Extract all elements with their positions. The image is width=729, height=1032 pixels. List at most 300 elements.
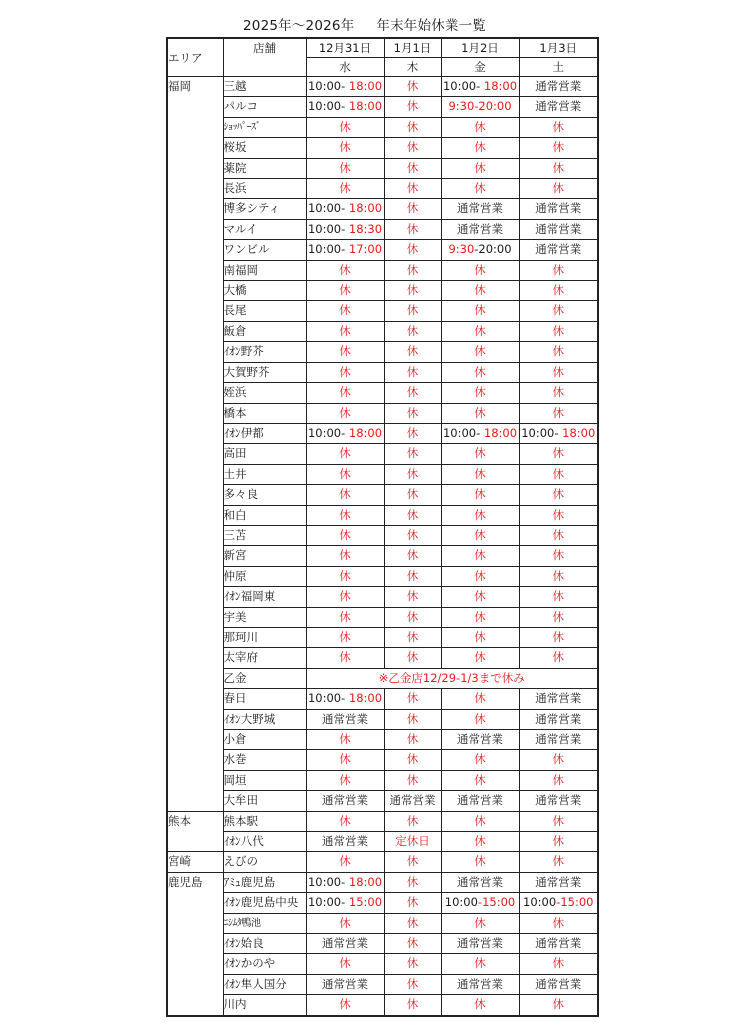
hours-highlight-text: 休 xyxy=(406,609,419,624)
hours-highlight-text: 休 xyxy=(552,527,564,542)
hours-cell xyxy=(384,730,441,750)
hours-cell xyxy=(306,811,384,831)
table-row xyxy=(167,648,598,668)
store-name-cell: 博多シティ xyxy=(223,199,306,219)
hours-cell xyxy=(441,852,519,872)
hours-cell xyxy=(441,770,519,790)
hours-highlight-text: 休 xyxy=(406,79,419,93)
hours-cell xyxy=(384,811,441,831)
hours-cell xyxy=(306,832,384,852)
hours-cell xyxy=(441,893,519,913)
hours-cell xyxy=(441,383,519,403)
hours-highlight-text: 18:00 xyxy=(345,99,383,114)
hours-cell xyxy=(441,546,519,566)
hours-highlight-text: 休 xyxy=(406,119,419,134)
hours-text: 通常営業 xyxy=(389,793,436,808)
hours-cell xyxy=(519,301,598,321)
hours-highlight-text: 休 xyxy=(474,385,486,400)
hours-cell xyxy=(441,138,519,158)
hours-cell xyxy=(384,607,441,627)
hours-highlight-text: 休 xyxy=(406,507,419,522)
hours-text: 通常営業 xyxy=(457,201,503,216)
table-row xyxy=(167,485,598,505)
hours-cell xyxy=(384,954,441,974)
hours-text: 通常営業 xyxy=(457,976,503,991)
hours-highlight-text: 休 xyxy=(406,181,419,196)
store-name-cell: ｲｵﾝ隼人国分 xyxy=(223,974,306,994)
hours-highlight-text: 休 xyxy=(474,507,486,522)
hours-cell xyxy=(441,832,519,852)
hours-highlight-text: 18:00 xyxy=(345,201,383,216)
table-row xyxy=(167,709,598,729)
store-name-cell: 多々良 xyxy=(223,485,306,505)
hours-highlight-text: 休 xyxy=(552,364,564,379)
table-row xyxy=(167,974,598,994)
hours-highlight-text: 休 xyxy=(552,834,564,849)
hours-cell xyxy=(519,240,598,260)
hours-highlight-text: 休 xyxy=(552,487,564,502)
hours-cell xyxy=(519,464,598,484)
hours-cell xyxy=(384,138,441,158)
hours-highlight-text: 休 xyxy=(406,956,419,971)
hours-highlight-text: 休 xyxy=(474,364,486,379)
hours-highlight-text: 休 xyxy=(474,629,486,644)
hours-cell xyxy=(519,811,598,831)
hours-highlight-text: 休 xyxy=(552,344,564,359)
hours-cell xyxy=(519,444,598,464)
hours-cell xyxy=(441,730,519,750)
hours-cell xyxy=(384,525,441,545)
hours-cell xyxy=(441,587,519,607)
hours-cell xyxy=(384,770,441,790)
hours-cell xyxy=(519,974,598,994)
hours-highlight-text: 休 xyxy=(406,201,419,216)
hours-cell xyxy=(441,179,519,199)
hours-highlight-text: 休 xyxy=(552,385,564,400)
table-row xyxy=(167,995,598,1016)
hours-cell xyxy=(441,872,519,892)
header-date: 1月3日 xyxy=(519,38,598,58)
area-cell: 熊本 xyxy=(167,811,223,852)
table-row xyxy=(167,158,598,178)
hours-cell xyxy=(384,158,441,178)
table-row xyxy=(167,668,598,688)
hours-text: 通常営業 xyxy=(535,976,582,991)
hours-text: 通常営業 xyxy=(535,221,582,236)
store-name-cell: 新宮 xyxy=(223,546,306,566)
hours-cell xyxy=(384,709,441,729)
hours-cell xyxy=(384,97,441,117)
page-title xyxy=(0,14,729,34)
table-row xyxy=(167,627,598,647)
hours-highlight-text: 休 xyxy=(474,119,486,134)
hours-highlight-text: 18:00 xyxy=(345,691,383,706)
table-row xyxy=(167,607,598,627)
hours-highlight-text: 休 xyxy=(339,262,351,277)
store-name-cell: えびの xyxy=(223,852,306,872)
hours-cell xyxy=(384,321,441,341)
hours-highlight-text: 休 xyxy=(406,344,419,359)
hours-highlight-text: 休 xyxy=(474,181,486,196)
table-row xyxy=(167,954,598,974)
hours-cell xyxy=(441,403,519,423)
hours-cell xyxy=(306,485,384,505)
hours-highlight-text: 休 xyxy=(406,629,419,644)
table-row xyxy=(167,505,598,525)
hours-cell xyxy=(519,138,598,158)
hours-highlight-text: 休 xyxy=(474,711,486,726)
hours-highlight-text: 休 xyxy=(406,772,419,787)
store-name-cell: 太宰府 xyxy=(223,648,306,668)
store-name-cell: 熊本駅 xyxy=(223,811,306,831)
hours-cell xyxy=(441,240,519,260)
hours-cell xyxy=(441,505,519,525)
hours-highlight-text: 休 xyxy=(339,385,351,400)
hours-cell xyxy=(384,995,441,1016)
hours-cell xyxy=(441,464,519,484)
hours-highlight-text: 休 xyxy=(406,711,419,726)
hours-highlight-text: 休 xyxy=(406,568,419,583)
hours-cell xyxy=(384,546,441,566)
hours-text: 10:00- xyxy=(307,79,346,93)
header-weekday: 木 xyxy=(384,58,441,77)
hours-cell xyxy=(306,995,384,1016)
hours-highlight-text: 休 xyxy=(339,446,351,461)
hours-cell xyxy=(519,342,598,362)
hours-highlight-text: 休 xyxy=(406,221,419,236)
hours-cell xyxy=(306,934,384,954)
hours-highlight-text: 休 xyxy=(339,915,351,930)
hours-text: 10:00 xyxy=(444,895,478,910)
hours-highlight-text: 休 xyxy=(406,527,419,542)
hours-highlight-text: 休 xyxy=(339,854,351,869)
hours-highlight-text: 休 xyxy=(552,405,564,420)
hours-cell xyxy=(519,199,598,219)
hours-highlight-text: 休 xyxy=(406,446,419,461)
hours-highlight-text: 休 xyxy=(474,323,486,338)
hours-cell xyxy=(384,974,441,994)
hours-text: 通常営業 xyxy=(535,99,582,114)
hours-text: 通常営業 xyxy=(535,691,582,706)
hours-highlight-text: -15:00 xyxy=(556,895,594,910)
hours-highlight-text: 休 xyxy=(474,997,486,1012)
hours-text: 通常営業 xyxy=(457,221,503,236)
hours-highlight-text: 休 xyxy=(474,527,486,542)
hours-cell xyxy=(384,403,441,423)
hours-cell xyxy=(384,485,441,505)
hours-highlight-text: 休 xyxy=(552,140,564,155)
hours-cell xyxy=(306,954,384,974)
hours-highlight-text: 休 xyxy=(339,568,351,583)
store-name-cell: ｲｵﾝ伊都 xyxy=(223,423,306,443)
hours-highlight-text: 休 xyxy=(474,303,486,318)
hours-cell xyxy=(384,913,441,933)
hours-highlight-text: 休 xyxy=(474,446,486,461)
hours-highlight-text: 休 xyxy=(552,915,564,930)
hours-cell xyxy=(519,954,598,974)
hours-cell xyxy=(519,607,598,627)
hours-text: 10:00- xyxy=(521,425,559,440)
hours-highlight-text: 休 xyxy=(474,752,486,767)
hours-cell xyxy=(441,485,519,505)
hours-text: 通常営業 xyxy=(535,732,582,746)
hours-cell xyxy=(306,281,384,301)
hours-cell xyxy=(384,587,441,607)
hours-cell xyxy=(441,117,519,137)
hours-cell xyxy=(306,587,384,607)
hours-highlight-text: 休 xyxy=(339,772,351,787)
hours-highlight-text: 休 xyxy=(552,303,564,318)
hours-highlight-text: 休 xyxy=(339,364,351,379)
hours-cell xyxy=(306,852,384,872)
hours-cell xyxy=(441,974,519,994)
table-row xyxy=(167,566,598,586)
hours-cell xyxy=(519,872,598,892)
hours-highlight-text: 18:00 xyxy=(480,79,518,93)
hours-cell xyxy=(441,791,519,811)
store-name-cell: ﾆｼﾑﾀ鴨池 xyxy=(223,913,306,933)
hours-highlight-text: 休 xyxy=(474,160,486,175)
store-name-cell: ｲｵﾝ大野城 xyxy=(223,709,306,729)
table-row xyxy=(167,77,598,97)
hours-cell xyxy=(519,709,598,729)
hours-cell xyxy=(384,627,441,647)
hours-cell xyxy=(441,913,519,933)
store-name-cell: ｲｵﾝかのや xyxy=(223,954,306,974)
hours-highlight-text: 休 xyxy=(406,691,419,706)
hours-highlight-text: 休 xyxy=(339,997,351,1012)
hours-highlight-text: 休 xyxy=(339,650,351,665)
hours-text: 通常営業 xyxy=(457,793,503,808)
hours-cell xyxy=(519,546,598,566)
hours-highlight-text: 休 xyxy=(339,160,351,175)
header-weekday: 金 xyxy=(441,58,519,77)
hours-cell xyxy=(306,689,384,709)
hours-cell xyxy=(441,301,519,321)
hours-cell xyxy=(441,607,519,627)
hours-highlight-text: 休 xyxy=(474,650,486,665)
hours-cell xyxy=(384,240,441,260)
header-weekday: 水 xyxy=(306,58,384,77)
store-name-cell: 桜坂 xyxy=(223,138,306,158)
hours-cell xyxy=(519,566,598,586)
area-cell: 宮崎 xyxy=(167,852,223,872)
hours-highlight-text: 休 xyxy=(406,976,419,991)
hours-cell xyxy=(519,832,598,852)
hours-cell xyxy=(306,97,384,117)
store-name-cell: 長浜 xyxy=(223,179,306,199)
hours-highlight-text: 休 xyxy=(552,956,564,971)
hours-highlight-text: 休 xyxy=(339,813,351,828)
hours-cell xyxy=(384,689,441,709)
table-header xyxy=(167,38,598,77)
hours-cell xyxy=(384,648,441,668)
hours-cell xyxy=(384,77,441,97)
hours-text: 通常営業 xyxy=(457,936,503,951)
hours-cell xyxy=(306,260,384,280)
hours-highlight-text: 休 xyxy=(406,997,419,1012)
hours-cell xyxy=(441,77,519,97)
hours-cell xyxy=(384,117,441,137)
hours-cell xyxy=(306,179,384,199)
hours-cell xyxy=(519,730,598,750)
hours-cell xyxy=(384,179,441,199)
hours-cell xyxy=(519,770,598,790)
hours-cell xyxy=(384,505,441,525)
hours-cell xyxy=(384,872,441,892)
hours-cell xyxy=(384,219,441,239)
hours-cell xyxy=(441,362,519,382)
hours-highlight-text: 休 xyxy=(474,589,486,604)
hours-cell xyxy=(441,750,519,770)
hours-text: 10:00 xyxy=(523,895,557,910)
hours-highlight-text: 休 xyxy=(474,772,486,787)
hours-highlight-text: 休 xyxy=(552,772,564,787)
table-row xyxy=(167,383,598,403)
table-row xyxy=(167,750,598,770)
hours-cell xyxy=(519,648,598,668)
hours-highlight-text: 休 xyxy=(339,283,351,298)
hours-cell xyxy=(384,383,441,403)
header-store: 店舗 xyxy=(223,38,306,77)
hours-cell xyxy=(384,566,441,586)
hours-highlight-text: 18:00 xyxy=(345,79,383,93)
hours-highlight-text: 休 xyxy=(406,874,419,889)
hours-cell xyxy=(384,260,441,280)
hours-text: 通常営業 xyxy=(535,793,582,808)
hours-highlight-text: 休 xyxy=(406,140,419,155)
hours-text: 10:00- xyxy=(307,242,346,257)
store-name-cell: 橋本 xyxy=(223,403,306,423)
hours-highlight-text: 定休日 xyxy=(395,834,430,849)
store-name-cell: 和白 xyxy=(223,505,306,525)
hours-cell xyxy=(519,321,598,341)
hours-cell xyxy=(306,158,384,178)
table-row xyxy=(167,342,598,362)
closure-note-cell: ※乙金店12/29-1/3まで休み xyxy=(306,668,598,688)
hours-highlight-text: 休 xyxy=(406,895,419,910)
table-row xyxy=(167,321,598,341)
hours-highlight-text: 休 xyxy=(552,997,564,1012)
hours-highlight-text: 休 xyxy=(406,283,419,298)
hours-highlight-text: 休 xyxy=(406,752,419,767)
hours-cell xyxy=(306,730,384,750)
hours-highlight-text: 15:00 xyxy=(345,895,383,910)
store-name-cell: 長尾 xyxy=(223,301,306,321)
hours-text: 通常営業 xyxy=(535,711,582,726)
hours-cell xyxy=(519,362,598,382)
hours-highlight-text: 休 xyxy=(552,568,564,583)
hours-text: 通常営業 xyxy=(322,976,368,991)
hours-highlight-text: 休 xyxy=(339,609,351,624)
hours-highlight-text: 休 xyxy=(474,487,486,502)
hours-cell xyxy=(384,444,441,464)
table-row xyxy=(167,97,598,117)
store-name-cell: ｲｵﾝ野芥 xyxy=(223,342,306,362)
hours-cell xyxy=(384,342,441,362)
hours-cell xyxy=(519,505,598,525)
hours-highlight-text: 休 xyxy=(552,609,564,624)
hours-cell xyxy=(519,525,598,545)
hours-highlight-text: 休 xyxy=(339,956,351,971)
store-name-cell: 岡垣 xyxy=(223,770,306,790)
hours-text: 10:00- xyxy=(307,425,346,440)
hours-cell xyxy=(306,648,384,668)
hours-cell xyxy=(306,240,384,260)
hours-cell xyxy=(441,199,519,219)
table-row xyxy=(167,219,598,239)
hours-highlight-text: 休 xyxy=(474,956,486,971)
hours-highlight-text: 休 xyxy=(474,834,486,849)
hours-highlight-text: 18:00 xyxy=(345,425,383,440)
store-name-cell: 小倉 xyxy=(223,730,306,750)
hours-highlight-text: 休 xyxy=(552,589,564,604)
store-name-cell: 仲原 xyxy=(223,566,306,586)
store-name-cell: ｲｵﾝ八代 xyxy=(223,832,306,852)
hours-highlight-text: 休 xyxy=(406,915,419,930)
hours-cell xyxy=(306,893,384,913)
hours-cell xyxy=(519,260,598,280)
store-name-cell: 姪浜 xyxy=(223,383,306,403)
header-row-dates xyxy=(167,38,598,58)
store-name-cell: 南福岡 xyxy=(223,260,306,280)
hours-cell xyxy=(306,627,384,647)
hours-highlight-text: 休 xyxy=(339,548,351,563)
header-date: 1月1日 xyxy=(384,38,441,58)
store-name-cell: パルコ xyxy=(223,97,306,117)
hours-text: 通常営業 xyxy=(322,936,368,951)
table-row xyxy=(167,770,598,790)
hours-cell xyxy=(441,219,519,239)
table-row xyxy=(167,179,598,199)
table-row xyxy=(167,546,598,566)
store-name-cell: 飯倉 xyxy=(223,321,306,341)
table-row xyxy=(167,464,598,484)
hours-cell xyxy=(441,811,519,831)
hours-cell xyxy=(441,97,519,117)
hours-highlight-text: 休 xyxy=(339,405,351,420)
hours-highlight-text: 休 xyxy=(339,527,351,542)
hours-cell xyxy=(306,872,384,892)
hours-highlight-text: 休 xyxy=(406,732,419,746)
hours-cell xyxy=(384,832,441,852)
hours-cell xyxy=(384,934,441,954)
hours-cell xyxy=(441,995,519,1016)
hours-cell xyxy=(306,362,384,382)
hours-highlight-text: 休 xyxy=(406,466,419,481)
table-row xyxy=(167,791,598,811)
hours-cell xyxy=(306,770,384,790)
hours-highlight-text: 休 xyxy=(552,507,564,522)
store-name-cell: ｲｵﾝ姶良 xyxy=(223,934,306,954)
hours-highlight-text: 休 xyxy=(339,140,351,155)
hours-cell xyxy=(384,791,441,811)
table-row xyxy=(167,934,598,954)
hours-cell xyxy=(306,525,384,545)
hours-cell xyxy=(519,77,598,97)
table-row xyxy=(167,730,598,750)
hours-highlight-text: 休 xyxy=(406,364,419,379)
hours-cell xyxy=(306,321,384,341)
hours-highlight-text: 休 xyxy=(474,691,486,706)
hours-cell xyxy=(306,383,384,403)
hours-cell xyxy=(441,525,519,545)
hours-highlight-text: 休 xyxy=(339,589,351,604)
hours-highlight-text: -15:00 xyxy=(477,895,516,910)
hours-cell xyxy=(306,423,384,443)
hours-cell xyxy=(306,117,384,137)
hours-cell xyxy=(519,587,598,607)
